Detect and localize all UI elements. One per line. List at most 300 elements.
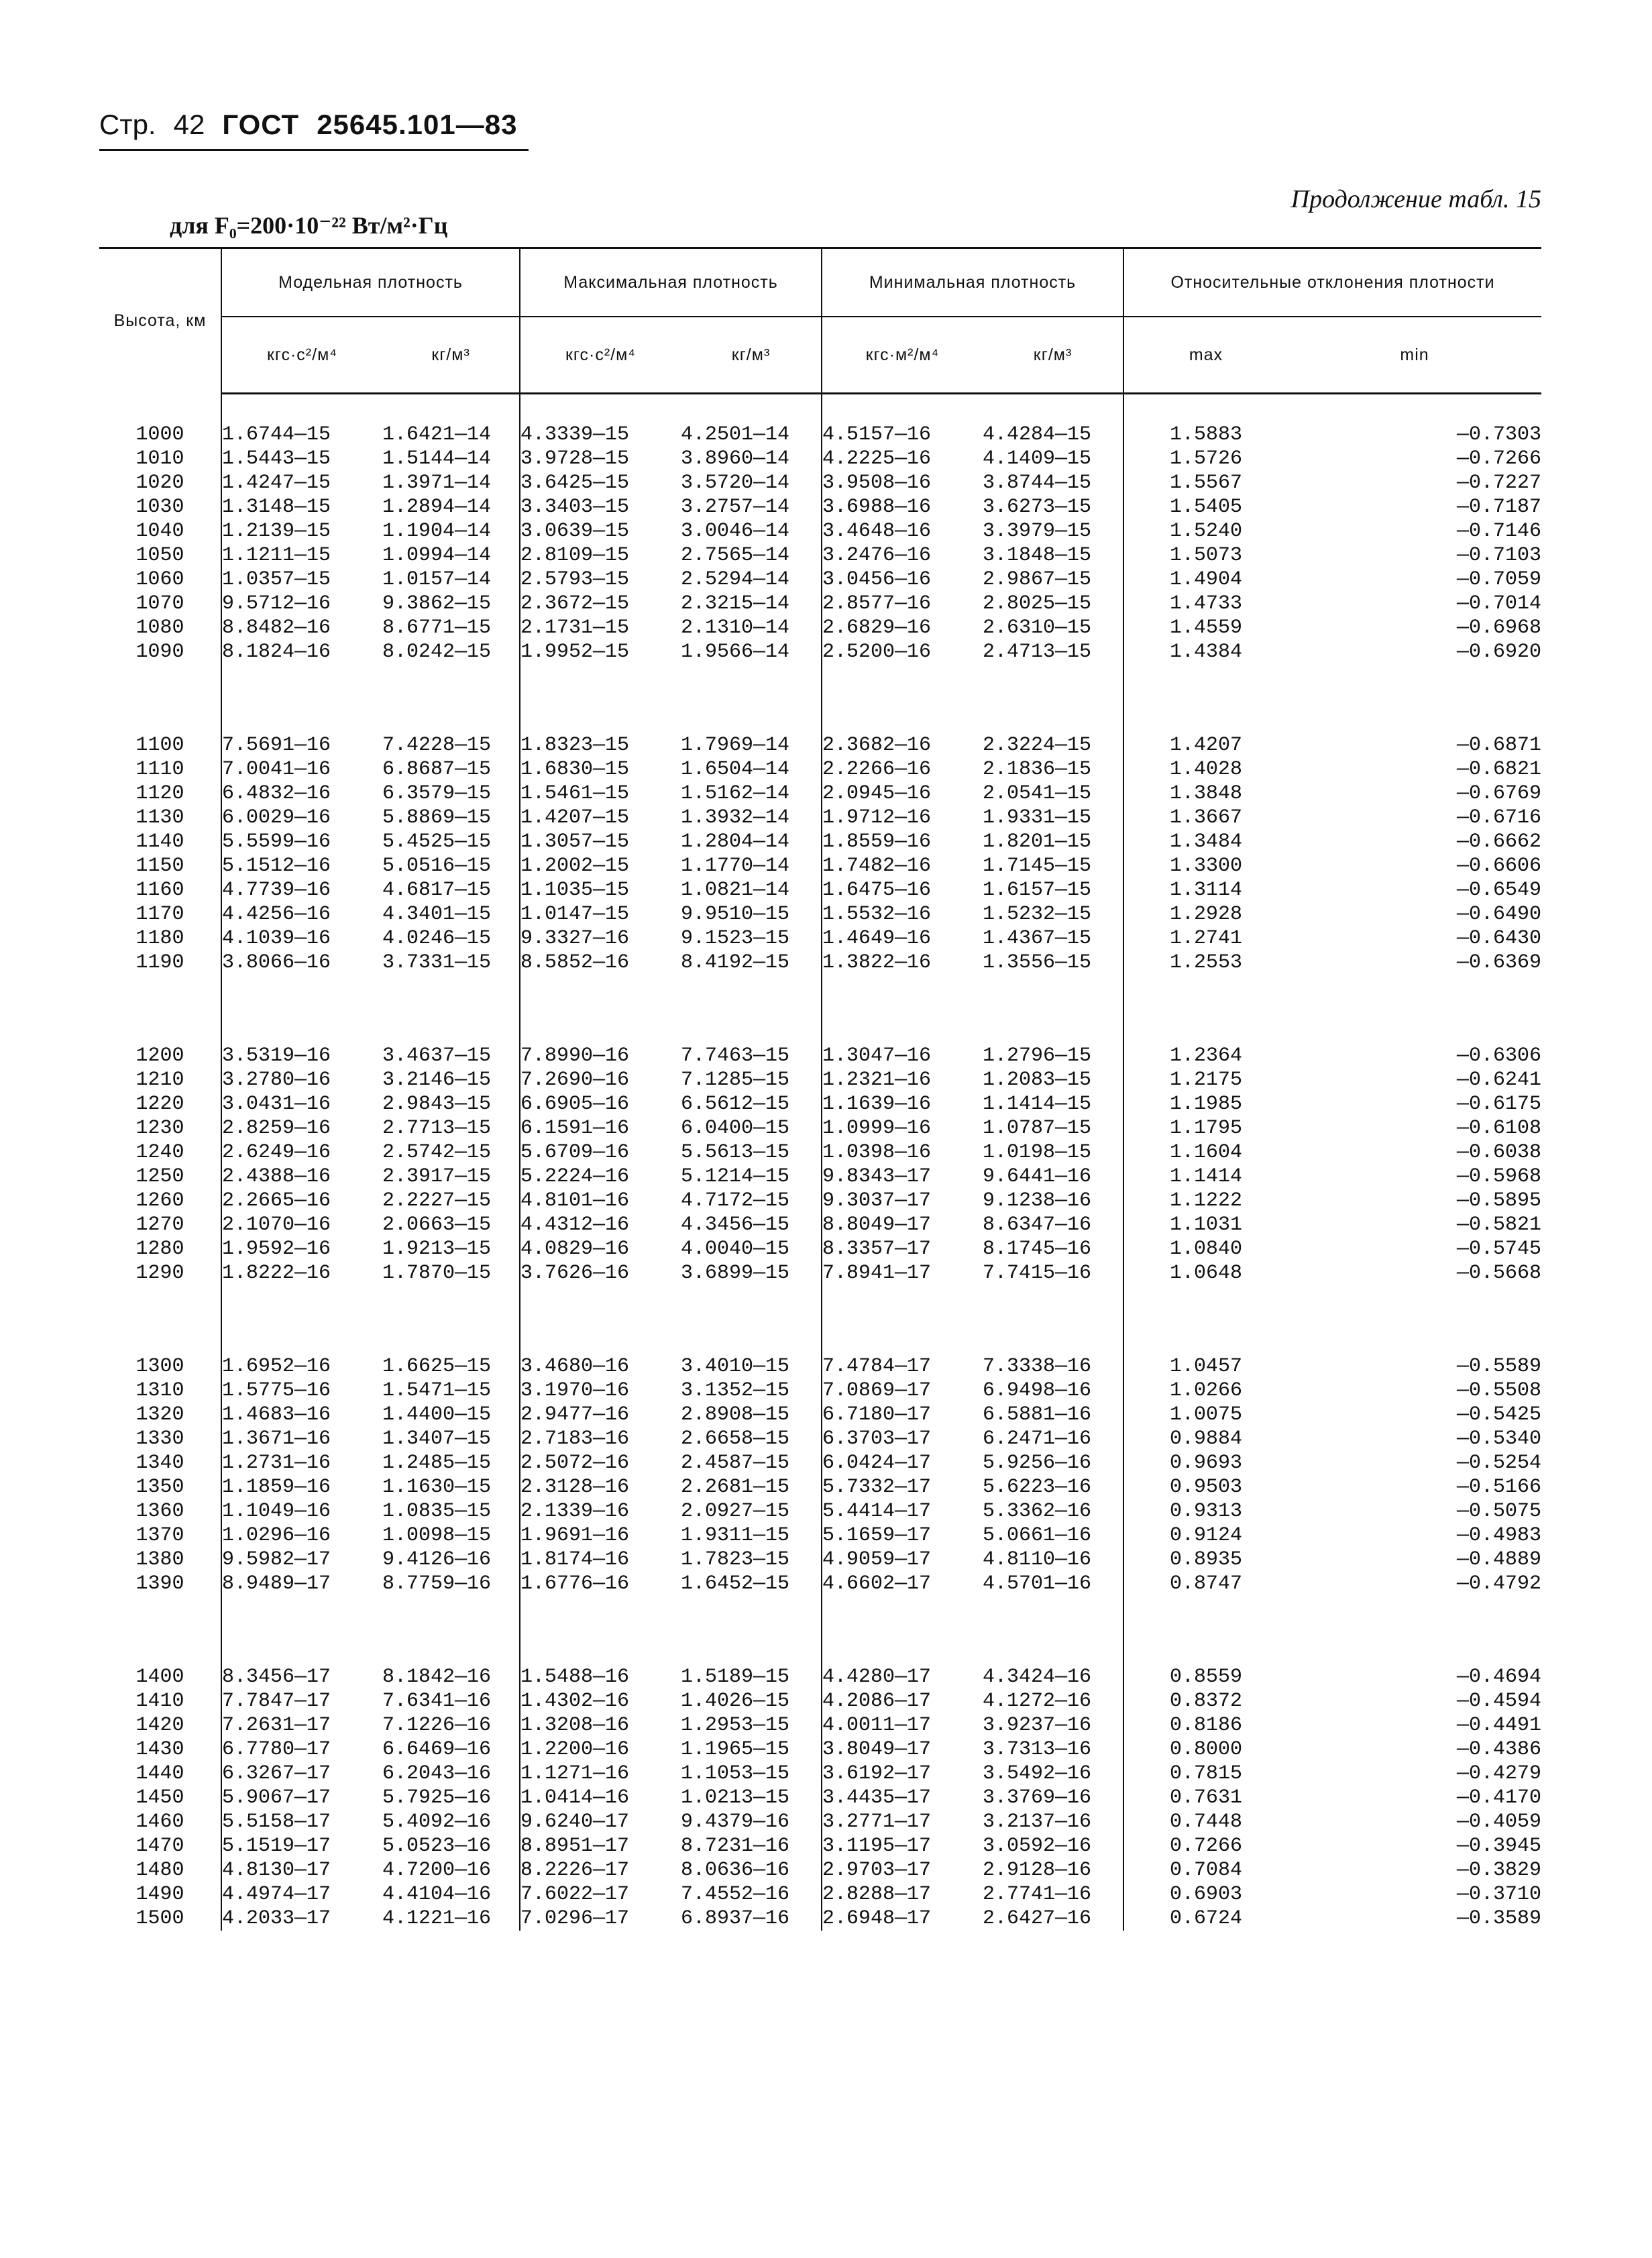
- spacer-cell: [221, 1285, 382, 1354]
- altitude-cell: 1230: [99, 1116, 221, 1140]
- rel-min-cell: —0.5340: [1457, 1428, 1542, 1450]
- rel-min-cell: —0.3829: [1457, 1859, 1542, 1882]
- min-kgf-cell: 4.5157—16: [822, 423, 932, 446]
- max-kg-cell: 1.5189—15: [681, 1665, 822, 1689]
- altitude-cell: 1280: [99, 1237, 221, 1261]
- max-kgf-cell: 2.7183—16: [520, 1428, 630, 1450]
- min-kgf-cell: 3.4435—17: [822, 1786, 932, 1809]
- model-kgf-cell: 1.1049—16: [222, 1500, 331, 1523]
- min-kg-cell: 3.3769—16: [983, 1786, 1123, 1810]
- rel-min-cell: —0.5075: [1457, 1500, 1542, 1523]
- rel-min-cell: —0.6606: [1457, 855, 1542, 877]
- spacer-cell: [681, 1596, 822, 1665]
- model-kg-cell: 5.4092—16: [382, 1810, 520, 1834]
- altitude-cell: 1120: [99, 782, 221, 806]
- altitude-cell: 1410: [99, 1689, 221, 1713]
- max-kgf-cell: 3.1970—16: [520, 1379, 630, 1402]
- flux-note: для F₀=200·10⁻²² Вт/м²·Гц: [170, 212, 448, 239]
- model-kgf-cell: 2.1070—16: [222, 1214, 331, 1236]
- min-kg-cell: 2.7741—16: [983, 1882, 1123, 1906]
- model-kgf-cell: 9.5712—16: [222, 592, 331, 615]
- model-kgf-cell: 4.2033—17: [222, 1907, 331, 1930]
- spacer-cell: [1123, 664, 1288, 733]
- model-kg-cell: 5.8869—15: [382, 806, 520, 830]
- max-kg-cell: 3.0046—14: [681, 519, 822, 543]
- rel-max-cell: 1.0840: [1170, 1238, 1243, 1260]
- rel-min-cell: —0.4694: [1457, 1666, 1542, 1688]
- max-kg-cell: 1.9311—15: [681, 1523, 822, 1548]
- table-row: [99, 1572, 1541, 1596]
- spacer-cell: [520, 394, 681, 423]
- table-row: [99, 1665, 1541, 1689]
- model-kgf-cell: 1.0357—15: [222, 568, 331, 591]
- model-kgf-cell: 6.7780—17: [222, 1738, 331, 1761]
- table-row: [99, 543, 1541, 568]
- spacer-cell: [1123, 975, 1288, 1044]
- altitude-header: Высота, км: [99, 248, 221, 394]
- max-kg-cell: 1.6452—15: [681, 1572, 822, 1596]
- altitude-cell: 1480: [99, 1858, 221, 1882]
- max-kg-cell: 2.0927—15: [681, 1499, 822, 1523]
- rel-min-cell: —0.6241: [1457, 1069, 1542, 1091]
- rel-max-cell: 0.7084: [1170, 1859, 1243, 1882]
- model-kgf-cell: 1.1859—16: [222, 1476, 331, 1499]
- altitude-cell: 1430: [99, 1737, 221, 1762]
- min-kg-cell: 3.8744—15: [983, 471, 1123, 495]
- spacer-cell: [382, 394, 520, 423]
- min-kgf-cell: 5.1659—17: [822, 1524, 932, 1547]
- table-row: [99, 1237, 1541, 1261]
- max-kgf-cell: 8.2226—17: [520, 1859, 630, 1882]
- min-kgf-cell: 2.9703—17: [822, 1859, 932, 1882]
- model-kgf-cell: 1.2139—15: [222, 520, 331, 543]
- max-kg-cell: 7.4552—16: [681, 1882, 822, 1906]
- altitude-cell: 1090: [99, 640, 221, 664]
- min-kgf-cell: 9.3037—17: [822, 1189, 932, 1212]
- rel-min-cell: —0.7146: [1457, 520, 1542, 543]
- table-row: [99, 1451, 1541, 1475]
- altitude-cell: 1080: [99, 616, 221, 640]
- min-kg-cell: 2.9128—16: [983, 1858, 1123, 1882]
- altitude-cell: 1130: [99, 806, 221, 830]
- table-row: [99, 1762, 1541, 1786]
- table-row: [99, 1858, 1541, 1882]
- min-kg-cell: 6.5881—16: [983, 1403, 1123, 1427]
- altitude-cell: 1060: [99, 568, 221, 592]
- min-kgf-cell: 2.3682—16: [822, 734, 932, 757]
- model-kg-cell: 1.2485—15: [382, 1451, 520, 1475]
- min-kgf-cell: 6.3703—17: [822, 1428, 932, 1450]
- rel-min-cell: —0.6769: [1457, 782, 1542, 805]
- altitude-cell: 1340: [99, 1451, 221, 1475]
- spacer-cell: [382, 1596, 520, 1665]
- spacer-cell: [681, 664, 822, 733]
- min-kgf-cell: 5.4414—17: [822, 1500, 932, 1523]
- group-spacer: [99, 664, 1541, 733]
- model-kg-cell: 2.9843—15: [382, 1092, 520, 1116]
- table-row: [99, 519, 1541, 543]
- table-row: [99, 471, 1541, 495]
- min-kgf-cell: 1.3822—16: [822, 951, 932, 974]
- rel-max-cell: 1.0648: [1170, 1262, 1243, 1285]
- table-row: [99, 1689, 1541, 1713]
- model-kg-cell: 3.2146—15: [382, 1068, 520, 1092]
- model-kg-cell: 1.5144—14: [382, 447, 520, 471]
- model-kg-cell: 2.7713—15: [382, 1116, 520, 1140]
- min-kgf-cell: 4.2225—16: [822, 447, 932, 470]
- min-kgf-cell: 1.4649—16: [822, 927, 932, 950]
- rel-min-cell: —0.7303: [1457, 423, 1542, 446]
- min-kgf-cell: 3.9508—16: [822, 472, 932, 494]
- spacer-cell: [221, 664, 382, 733]
- min-kg-cell: 4.5701—16: [983, 1572, 1123, 1596]
- model-kgf-cell: 4.1039—16: [222, 927, 331, 950]
- max-kg-cell: 9.1523—15: [681, 926, 822, 951]
- min-kg-cell: 5.3362—16: [983, 1499, 1123, 1523]
- spacer-cell: [99, 975, 221, 1044]
- unit-max-kg: кг/м³: [681, 317, 822, 394]
- rel-max-cell: 1.5883: [1170, 423, 1243, 446]
- max-kgf-cell: 1.5461—15: [520, 782, 630, 805]
- min-kg-cell: 7.7415—16: [983, 1261, 1123, 1285]
- rel-min-cell: —0.7059: [1457, 568, 1542, 591]
- max-kgf-cell: 4.8101—16: [520, 1189, 630, 1212]
- table-row: [99, 1810, 1541, 1834]
- min-kgf-cell: 9.8343—17: [822, 1165, 932, 1188]
- table-row: [99, 1354, 1541, 1379]
- model-kgf-cell: 4.4974—17: [222, 1883, 331, 1906]
- max-kg-cell: 7.7463—15: [681, 1044, 822, 1068]
- model-kg-cell: 7.4228—15: [382, 733, 520, 757]
- rel-min-cell: —0.5821: [1457, 1214, 1542, 1236]
- spacer-cell: [99, 664, 221, 733]
- altitude-cell: 1370: [99, 1523, 221, 1548]
- rel-min-cell: —0.5166: [1457, 1476, 1542, 1499]
- rel-min-cell: —0.5254: [1457, 1452, 1542, 1474]
- max-kg-cell: 2.1310—14: [681, 616, 822, 640]
- rel-max-cell: 1.1985: [1170, 1093, 1243, 1116]
- rel-max-cell: 1.5726: [1170, 447, 1243, 470]
- model-kg-cell: 1.0994—14: [382, 543, 520, 568]
- model-kg-cell: 9.4126—16: [382, 1548, 520, 1572]
- max-kgf-cell: 9.6240—17: [520, 1811, 630, 1833]
- model-kgf-cell: 2.2665—16: [222, 1189, 331, 1212]
- max-kg-cell: 8.0636—16: [681, 1858, 822, 1882]
- model-kgf-cell: 3.8066—16: [222, 951, 331, 974]
- max-kg-cell: 1.0213—15: [681, 1786, 822, 1810]
- min-kg-cell: 3.0592—16: [983, 1834, 1123, 1858]
- altitude-cell: 1400: [99, 1665, 221, 1689]
- max-kgf-cell: 1.8174—16: [520, 1548, 630, 1571]
- table-header-units: [99, 317, 1541, 394]
- rel-max-cell: 0.7266: [1170, 1835, 1243, 1858]
- page-label: Стр.: [99, 109, 156, 140]
- max-kg-cell: 1.7969—14: [681, 733, 822, 757]
- table-row: [99, 1379, 1541, 1403]
- model-kgf-cell: 7.2631—17: [222, 1714, 331, 1737]
- altitude-cell: 1330: [99, 1427, 221, 1451]
- min-kg-cell: 3.5492—16: [983, 1762, 1123, 1786]
- rel-max-cell: 1.4028: [1170, 758, 1243, 781]
- max-kgf-cell: 6.1591—16: [520, 1117, 630, 1140]
- rel-min-cell: —0.6306: [1457, 1044, 1542, 1067]
- rel-max-cell: 1.3114: [1170, 879, 1243, 902]
- rel-min-cell: —0.4491: [1457, 1714, 1542, 1737]
- max-kgf-cell: 5.2224—16: [520, 1165, 630, 1188]
- max-kgf-cell: 4.3339—15: [520, 423, 630, 446]
- table-row: [99, 782, 1541, 806]
- model-kgf-cell: 3.0431—16: [222, 1093, 331, 1116]
- rel-min-cell: —0.5895: [1457, 1189, 1542, 1212]
- table-row: [99, 1737, 1541, 1762]
- min-kgf-cell: 8.8049—17: [822, 1214, 932, 1236]
- altitude-cell: 1110: [99, 757, 221, 782]
- table-row: [99, 616, 1541, 640]
- min-kg-cell: 5.9256—16: [983, 1451, 1123, 1475]
- model-kg-cell: 1.4400—15: [382, 1403, 520, 1427]
- table-row: [99, 423, 1541, 447]
- model-kgf-cell: 7.0041—16: [222, 758, 331, 781]
- altitude-cell: 1070: [99, 592, 221, 616]
- page-header: [99, 109, 517, 149]
- rel-max-cell: 0.9884: [1170, 1428, 1243, 1450]
- rel-max-cell: 1.1604: [1170, 1141, 1243, 1164]
- max-kgf-cell: 1.4302—16: [520, 1690, 630, 1713]
- rel-max-cell: 1.1031: [1170, 1214, 1243, 1236]
- table-row: [99, 1116, 1541, 1140]
- min-kgf-cell: 2.8577—16: [822, 592, 932, 615]
- rel-min-cell: —0.6038: [1457, 1141, 1542, 1164]
- max-kg-cell: 8.7231—16: [681, 1834, 822, 1858]
- min-kg-cell: 1.6157—15: [983, 878, 1123, 902]
- altitude-cell: 1290: [99, 1261, 221, 1285]
- table-row: [99, 1523, 1541, 1548]
- min-kgf-cell: 2.6829—16: [822, 616, 932, 639]
- max-kgf-cell: 8.8951—17: [520, 1835, 630, 1858]
- spacer-cell: [822, 394, 983, 423]
- model-kg-cell: 9.3862—15: [382, 592, 520, 616]
- max-kgf-cell: 5.6709—16: [520, 1141, 630, 1164]
- min-kg-cell: 5.6223—16: [983, 1475, 1123, 1499]
- rel-min-cell: —0.5968: [1457, 1165, 1542, 1188]
- max-kgf-cell: 2.9477—16: [520, 1403, 630, 1426]
- min-kgf-cell: 3.6192—17: [822, 1762, 932, 1785]
- min-kg-cell: 1.9331—15: [983, 806, 1123, 830]
- spacer-cell: [382, 975, 520, 1044]
- rel-min-cell: —0.4594: [1457, 1690, 1542, 1713]
- unit-model-kgf: кгс·с²/м⁴: [221, 317, 382, 394]
- rel-min-cell: —0.7266: [1457, 447, 1542, 470]
- rel-min-cell: —0.6662: [1457, 830, 1542, 853]
- rel-max-cell: 1.2741: [1170, 927, 1243, 950]
- altitude-cell: 1020: [99, 471, 221, 495]
- altitude-cell: 1490: [99, 1882, 221, 1906]
- rel-max-cell: 1.4904: [1170, 568, 1243, 591]
- rel-max-cell: 0.8372: [1170, 1690, 1243, 1713]
- model-kgf-cell: 1.3671—16: [222, 1428, 331, 1450]
- max-kgf-cell: 7.0296—17: [520, 1907, 630, 1930]
- max-kg-cell: 5.5613—15: [681, 1140, 822, 1165]
- altitude-cell: 1010: [99, 447, 221, 471]
- rel-max-cell: 1.0075: [1170, 1403, 1243, 1426]
- page-number: 42: [173, 109, 205, 140]
- model-kg-cell: 6.6469—16: [382, 1737, 520, 1762]
- max-kgf-cell: 1.3208—16: [520, 1714, 630, 1737]
- table-row: [99, 854, 1541, 878]
- max-kg-cell: 2.4587—15: [681, 1451, 822, 1475]
- max-kg-cell: 2.7565—14: [681, 543, 822, 568]
- max-kgf-cell: 9.3327—16: [520, 927, 630, 950]
- rel-max-cell: 1.0457: [1170, 1355, 1243, 1378]
- min-kgf-cell: 2.6948—17: [822, 1907, 932, 1930]
- rel-min-cell: —0.6920: [1457, 641, 1542, 663]
- model-kgf-cell: 5.5599—16: [222, 830, 331, 853]
- altitude-cell: 1180: [99, 926, 221, 951]
- min-kg-cell: 3.1848—15: [983, 543, 1123, 568]
- rel-max-cell: 0.7448: [1170, 1811, 1243, 1833]
- max-kg-cell: 1.1965—15: [681, 1737, 822, 1762]
- model-kgf-cell: 3.5319—16: [222, 1044, 331, 1067]
- min-kgf-cell: 2.2266—16: [822, 758, 932, 781]
- rel-min-cell: —0.5745: [1457, 1238, 1542, 1260]
- altitude-cell: 1300: [99, 1354, 221, 1379]
- model-kg-cell: 8.0242—15: [382, 640, 520, 664]
- rel-max-cell: 1.3848: [1170, 782, 1243, 805]
- min-kgf-cell: 3.8049—17: [822, 1738, 932, 1761]
- min-kg-cell: 3.7313—16: [983, 1737, 1123, 1762]
- min-kg-cell: 2.6310—15: [983, 616, 1123, 640]
- min-kgf-cell: 4.4280—17: [822, 1666, 932, 1688]
- rel-min-cell: —0.4279: [1457, 1762, 1542, 1785]
- spacer-cell: [822, 1285, 983, 1354]
- min-kg-cell: 1.7145—15: [983, 854, 1123, 878]
- table-row: [99, 1140, 1541, 1165]
- max-kg-cell: 4.7172—15: [681, 1189, 822, 1213]
- model-kg-cell: 1.7870—15: [382, 1261, 520, 1285]
- max-kgf-cell: 1.6776—16: [520, 1572, 630, 1595]
- max-kgf-cell: 3.4680—16: [520, 1355, 630, 1378]
- document-number: 25645.101—83: [317, 109, 518, 140]
- rel-min-cell: —0.7187: [1457, 496, 1542, 519]
- model-kg-cell: 6.8687—15: [382, 757, 520, 782]
- rel-max-cell: 0.7815: [1170, 1762, 1243, 1785]
- min-kg-cell: 4.1272—16: [983, 1689, 1123, 1713]
- max-kgf-cell: 1.0414—16: [520, 1786, 630, 1809]
- model-kg-cell: 2.2227—15: [382, 1189, 520, 1213]
- model-kg-cell: 4.4104—16: [382, 1882, 520, 1906]
- min-kgf-cell: 2.0945—16: [822, 782, 932, 805]
- min-kgf-cell: 1.9712—16: [822, 806, 932, 829]
- model-kg-cell: 4.7200—16: [382, 1858, 520, 1882]
- table-row: [99, 926, 1541, 951]
- density-table: [99, 247, 1541, 1931]
- max-kgf-cell: 2.5793—15: [520, 568, 630, 591]
- model-kgf-cell: 1.8222—16: [222, 1262, 331, 1285]
- altitude-cell: 1350: [99, 1475, 221, 1499]
- spacer-cell: [681, 394, 822, 423]
- model-kg-cell: 6.3579—15: [382, 782, 520, 806]
- max-density-header: Максимальная плотность: [520, 248, 822, 317]
- max-kg-cell: 5.1214—15: [681, 1165, 822, 1189]
- model-kgf-cell: 9.5982—17: [222, 1548, 331, 1571]
- spacer-cell: [681, 1285, 822, 1354]
- max-kgf-cell: 1.4207—15: [520, 806, 630, 829]
- table-row: [99, 1882, 1541, 1906]
- model-kgf-cell: 8.3456—17: [222, 1666, 331, 1688]
- altitude-cell: 1500: [99, 1906, 221, 1931]
- min-kgf-cell: 3.1195—17: [822, 1835, 932, 1858]
- model-kgf-cell: 2.8259—16: [222, 1117, 331, 1140]
- model-kg-cell: 1.0835—15: [382, 1499, 520, 1523]
- max-kgf-cell: 6.6905—16: [520, 1093, 630, 1116]
- model-kg-cell: 1.3971—14: [382, 471, 520, 495]
- model-kgf-cell: 3.2780—16: [222, 1069, 331, 1091]
- rel-max-cell: 0.8559: [1170, 1666, 1243, 1688]
- min-kg-cell: 1.4367—15: [983, 926, 1123, 951]
- table-row: [99, 1427, 1541, 1451]
- rel-max-cell: 1.4559: [1170, 616, 1243, 639]
- model-kgf-cell: 6.4832—16: [222, 782, 331, 805]
- spacer-cell: [1288, 1285, 1541, 1354]
- model-kg-cell: 4.6817—15: [382, 878, 520, 902]
- spacer-cell: [983, 975, 1123, 1044]
- rel-max-cell: 1.5567: [1170, 472, 1243, 494]
- model-kg-cell: 1.0098—15: [382, 1523, 520, 1548]
- unit-model-kg: кг/м³: [382, 317, 520, 394]
- altitude-cell: 1440: [99, 1762, 221, 1786]
- altitude-cell: 1380: [99, 1548, 221, 1572]
- max-kg-cell: 3.2757—14: [681, 495, 822, 519]
- rel-min-cell: —0.5425: [1457, 1403, 1542, 1426]
- altitude-cell: 1460: [99, 1810, 221, 1834]
- rel-min-cell: —0.6108: [1457, 1117, 1542, 1140]
- rel-max-cell: 1.2553: [1170, 951, 1243, 974]
- min-kg-cell: 2.0541—15: [983, 782, 1123, 806]
- rel-max-cell: 0.7631: [1170, 1786, 1243, 1809]
- min-kg-cell: 3.6273—15: [983, 495, 1123, 519]
- model-kgf-cell: 4.7739—16: [222, 879, 331, 902]
- min-kgf-cell: 6.0424—17: [822, 1452, 932, 1474]
- min-kgf-cell: 4.9059—17: [822, 1548, 932, 1571]
- model-kgf-cell: 8.9489—17: [222, 1572, 331, 1595]
- max-kg-cell: 4.3456—15: [681, 1213, 822, 1237]
- model-kgf-cell: 1.2731—16: [222, 1452, 331, 1474]
- rel-min-cell: —0.7014: [1457, 592, 1542, 615]
- min-kgf-cell: 8.3357—17: [822, 1238, 932, 1260]
- min-kgf-cell: 1.0398—16: [822, 1141, 932, 1164]
- max-kgf-cell: 2.3128—16: [520, 1476, 630, 1499]
- model-kg-cell: 5.4525—15: [382, 830, 520, 854]
- min-kg-cell: 1.0198—15: [983, 1140, 1123, 1165]
- min-kgf-cell: 4.6602—17: [822, 1572, 932, 1595]
- max-kg-cell: 3.8960—14: [681, 447, 822, 471]
- altitude-cell: 1160: [99, 878, 221, 902]
- group-spacer: [99, 1285, 1541, 1354]
- model-kgf-cell: 1.5775—16: [222, 1379, 331, 1402]
- altitude-cell: 1360: [99, 1499, 221, 1523]
- model-kgf-cell: 4.4256—16: [222, 903, 331, 926]
- model-kg-cell: 1.3407—15: [382, 1427, 520, 1451]
- spacer-cell: [221, 394, 382, 423]
- max-kgf-cell: 1.1271—16: [520, 1762, 630, 1785]
- min-kgf-cell: 1.1639—16: [822, 1093, 932, 1116]
- table-row: [99, 592, 1541, 616]
- max-kgf-cell: 1.1035—15: [520, 879, 630, 902]
- min-kgf-cell: 6.7180—17: [822, 1403, 932, 1426]
- table-row: [99, 495, 1541, 519]
- rel-max-cell: 1.0266: [1170, 1379, 1243, 1402]
- model-kg-cell: 2.5742—15: [382, 1140, 520, 1165]
